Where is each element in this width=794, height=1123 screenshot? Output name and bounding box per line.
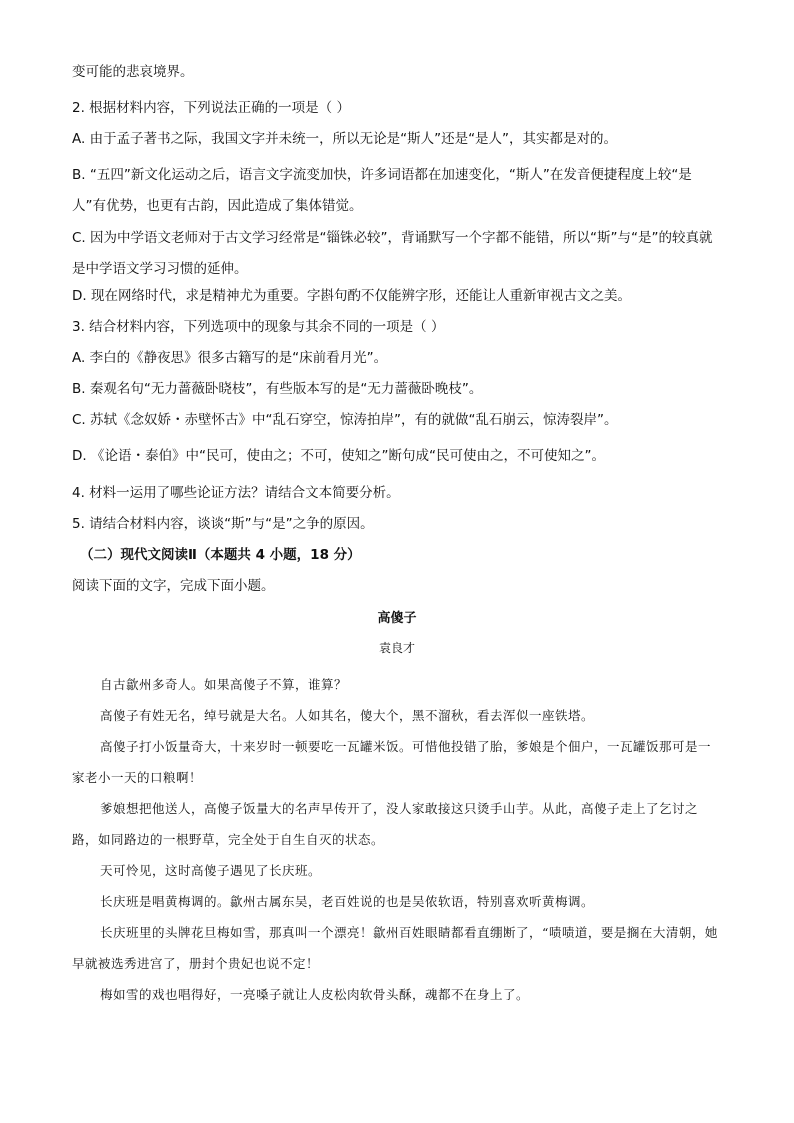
story-paragraph: 长庆班里的头牌花旦梅如雪，那真叫一个漂亮！歙州百姓眼睛都看直绷断了，“啧啧道，要是搁在大清朝，她早就被选秀进宫了，册封个贵妃也说不定！ — [72, 925, 718, 971]
question-3-stem: 3. 结合材料内容，下列选项中的现象与其余不同的一项是（ ） — [72, 319, 445, 335]
story-paragraph: 梅如雪的戏也唱得好，一亮嗓子就让人皮松肉软骨头酥，魂都不在身上了。 — [100, 987, 530, 1002]
story-paragraph: 爹娘想把他送人，高傻子饭量大的名声早传开了，没人家敢接这只烫手山芋。从此，高傻子走上了乞讨之路，如同路边的一根野草，完全处于自生自灭的状态。 — [72, 801, 699, 847]
question-3-option-d: D. 《论语・泰伯》中“民可，使由之；不可，使知之”断句成“民可使由之，不可使知之”。 — [72, 448, 605, 464]
story-paragraph: 高傻子有姓无名，绰号就是大名。人如其名，傻大个，黑不溜秋，看去浑似一座铁塔。 — [100, 708, 595, 723]
story-paragraph: 自古歙州多奇人。如果高傻子不算，谁算？ — [100, 677, 348, 692]
question-2-stem: 2. 根据材料内容，下列说法正确的一项是（ ） — [72, 100, 350, 116]
question-4: 4. 材料一运用了哪些论证方法？请结合文本简要分析。 — [72, 485, 400, 501]
fragment-text: 变可能的悲哀境界。 — [72, 64, 194, 80]
question-2-option-d: D. 现在网络时代，求是精神尤为重要。字斟句酌不仅能辨字形，还能让人重新审视古文之美。 — [72, 288, 631, 304]
section-heading: （二）现代文阅读Ⅱ（本题共 4 小题，18 分） — [80, 547, 361, 563]
story-paragraph: 天可怜见，这时高傻子遇见了长庆班。 — [100, 863, 322, 878]
question-2-option-a: A. 由于孟子著书之际，我国文字并未统一，所以无论是“斯人”还是“是人”，其实都是对的。 — [72, 131, 618, 147]
story-title: 高傻子 — [377, 611, 417, 626]
question-2-option-b: B. “五四”新文化运动之后，语言文字流变加快，许多词语都在加速变化，“斯人”在发音便捷程度上较“是人”有优势，也更有古韵，因此造成了集体错觉。 — [72, 167, 692, 214]
reading-instruction: 阅读下面的文字，完成下面小题。 — [72, 578, 275, 594]
story-paragraph: 长庆班是唱黄梅调的。歙州古属东吴，老百姓说的也是吴侬软语，特别喜欢听黄梅调。 — [100, 894, 595, 909]
question-2-option-c: C. 因为中学语文老师对于古文学习经常是“锱铢必较”，背诵默写一个字都不能错，所以“斯”与“是”的较真就是中学语文学习习惯的延伸。 — [72, 230, 713, 277]
question-3-option-c: C. 苏轼《念奴娇・赤壁怀古》中“乱石穿空，惊涛拍岸”，有的就做“乱石崩云，惊涛裂岸”。 — [72, 412, 618, 428]
question-3-option-b: B. 秦观名句“无力蔷薇卧晓枝”，有些版本写的是“无力蔷薇卧晚枝”。 — [72, 381, 483, 397]
story-author: 袁良才 — [378, 641, 415, 655]
question-3-option-a: A. 李白的《静夜思》很多古籍写的是“床前看月光”。 — [72, 350, 388, 366]
question-5: 5. 请结合材料内容，谈谈“斯”与“是”之争的原因。 — [72, 516, 374, 532]
story-paragraph: 高傻子打小饭量奇大，十来岁时一顿要吃一瓦罐米饭。可惜他投错了胎，爹娘是个佃户，一瓦罐饭那可是一家老小一天的口粮啊！ — [72, 739, 712, 785]
